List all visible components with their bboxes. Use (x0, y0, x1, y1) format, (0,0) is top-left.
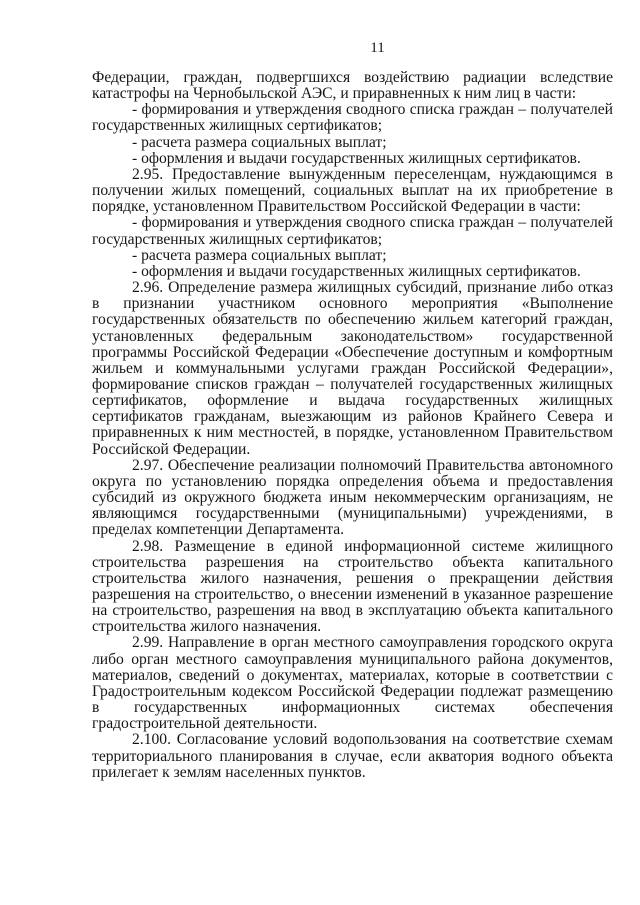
paragraph: - оформления и выдачи государственных жилищных сертификатов. (132, 262, 581, 280)
paragraph: 2.97. Обеспечение реализации полномочий Правительства автономного округа по установлению порядка определения объема и предоставления субсидий из окружного бюджета иным некоммерческим организациям, не являющимся государственными (муниципальными) учреждениями, в пределах компетенции Департамента. (92, 456, 613, 539)
document-body (92, 70, 613, 781)
paragraph: Федерации, граждан, подвергшихся воздействию радиации вследствие катастрофы на Чернобыльской АЭС, и приравненных к ним лиц в части: (92, 69, 613, 103)
paragraph: 2.95. Предоставление вынужденным переселенцам, нуждающимся в получении жилых помещений, социальных выплат на их приобретение в порядке, установленном Правительством Российской Федерации в части: (92, 165, 613, 216)
paragraph: 2.96. Определение размера жилищных субсидий, признание либо отказ в признании участником основного мероприятия «Выполнение государственных обязательств по обеспечению жильем категорий граждан, установленных федеральным законодательством» государственной программы Российской Федерации «Обеспечение доступным и комфортным жильем и коммунальными услугами граждан Российской Федерации», формирование списков граждан – получателей государственных жилищных сертификатов, оформление и выдача государственных жилищных сертификатов гражданам, выезжающим из районов Крайнего Севера и приравненных к ним местностей, в порядке, установленном Правительством Российской Федерации. (92, 279, 613, 458)
paragraph: 2.100. Согласование условий водопользования на соответствие схемам территориального планирования в случае, если акватория водного объекта прилегает к землям населенных пунктов. (92, 731, 613, 781)
paragraph: 2.99. Направление в орган местного самоуправления городского округа либо орган местного самоуправления муниципального района документов, материалов, сведений о документах, материалах, которые в соответствии с Градостроительным кодексом Российской Федерации подлежат размещению в государственных информационных системах обеспечения градостроительной деятельности. (92, 634, 613, 733)
paragraph: - формирования и утверждения сводного списка граждан – получателей государственных жилищных сертификатов; (92, 214, 613, 248)
paragraph: - расчета размера социальных выплат; (132, 246, 387, 264)
paragraph: - расчета размера социальных выплат; (132, 133, 387, 151)
paragraph: - оформления и выдачи государственных жилищных сертификатов. (132, 149, 581, 167)
paragraph: - формирования и утверждения сводного списка граждан – получателей государственных жилищных сертификатов; (92, 101, 613, 135)
paragraph: 2.98. Размещение в единой информационной системе жилищного строительства разрешения на строительство объекта капитального строительства жилого назначения, решения о прекращении действия разрешения на строительство, о внесении изменений в указанное разрешение на строительство, разрешения на ввод в эксплуатацию объекта капитального строительства жилого назначения. (92, 537, 613, 636)
page-number: 11 (370, 40, 385, 56)
